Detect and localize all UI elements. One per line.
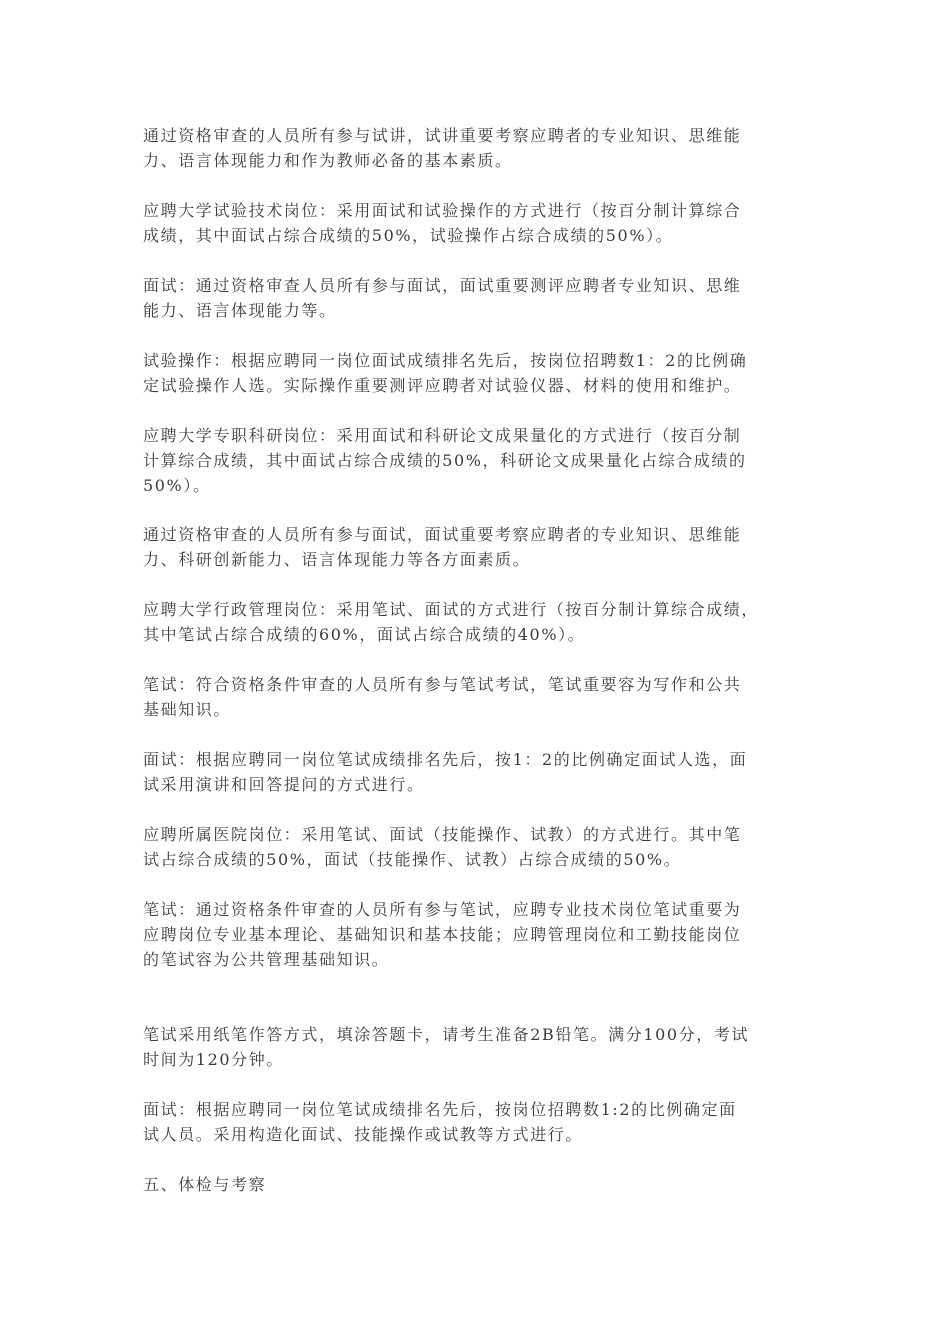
paragraph-hospital-position: 应聘所属医院岗位：采用笔试、面试（技能操作、试教）的方式进行。其中笔 试占综合成绩的50%，面试（技能操作、试教）占综合成绩的50%。 [143, 825, 742, 869]
paragraph-exam-format: 笔试采用纸笔作答方式，填涂答题卡，请考生准备2B铅笔。满分100分，考试 时间为120分钟。 [143, 1025, 750, 1069]
paragraph-admin-position: 应聘大学行政管理岗位：采用笔试、面试的方式进行（按百分制计算综合成绩， 其中笔试占综合成绩的60%，面试占综合成绩的40%）。 [143, 600, 760, 644]
paragraph-trial-lecture: 通过资格审查的人员所有参与试讲，试讲重要考察应聘者的专业知识、思维能 力、语言体现能力和作为教师必备的基本素质。 [143, 126, 742, 170]
paragraph-lab-operation: 试验操作：根据应聘同一岗位面试成绩排名先后，按岗位招聘数1：2的比例确 定试验操作人选。实际操作重要测评应聘者对试验仪器、材料的使用和维护。 [143, 351, 748, 395]
section-heading-medical-exam: 五、体检与考察 [143, 1175, 267, 1194]
paragraph-interview-hospital: 面试：根据应聘同一岗位笔试成绩排名先后，按岗位招聘数1:2的比例确定面 试人员。采用构造化面试、技能操作或试教等方式进行。 [143, 1100, 737, 1144]
paragraph-written-exam-hospital: 笔试：通过资格条件审查的人员所有参与笔试，应聘专业技术岗位笔试重要为 应聘岗位专业基本理论、基础知识和基本技能；应聘管理岗位和工勤技能岗位 的笔试容为公共管理基础知识。 [143, 900, 742, 969]
paragraph-interview-lab: 面试：通过资格审查人员所有参与面试，面试重要测评应聘者专业知识、思维 能力、语言体现能力等。 [143, 276, 742, 320]
paragraph-interview-admin: 面试：根据应聘同一岗位笔试成绩排名先后，按1：2的比例确定面试人选，面 试采用演讲和回答提问的方式进行。 [143, 750, 748, 794]
paragraph-research-position: 应聘大学专职科研岗位：采用面试和科研论文成果量化的方式进行（按百分制 计算综合成绩，其中面试占综合成绩的50%，科研论文成果量化占综合成绩的 50%）。 [143, 426, 747, 495]
paragraph-lab-tech-position: 应聘大学试验技术岗位：采用面试和试验操作的方式进行（按百分制计算综合 成绩，其中面试占综合成绩的50%，试验操作占综合成绩的50%）。 [143, 201, 742, 245]
paragraph-written-exam-admin: 笔试：符合资格条件审查的人员所有参与笔试考试，笔试重要容为写作和公共 基础知识。 [143, 675, 742, 719]
paragraph-interview-research: 通过资格审查的人员所有参与面试，面试重要考察应聘者的专业知识、思维能 力、科研创新能力、语言体现能力等各方面素质。 [143, 525, 742, 569]
